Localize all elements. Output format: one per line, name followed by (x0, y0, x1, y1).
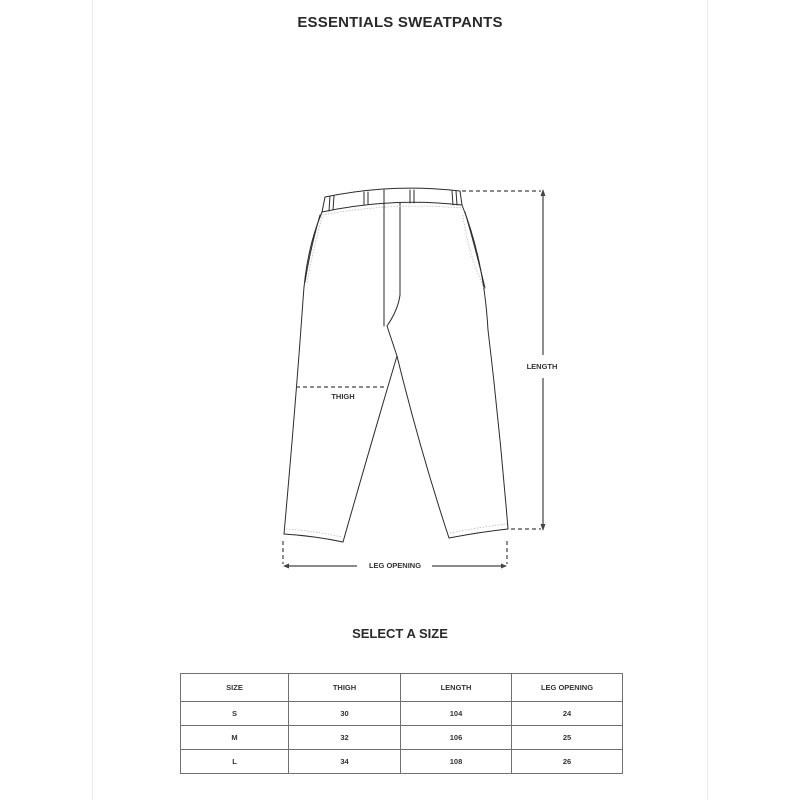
header-thigh: THIGH (289, 674, 401, 702)
product-title: ESSENTIALS SWEATPANTS (297, 14, 503, 31)
leg-opening-label: LEG OPENING (366, 561, 424, 570)
length-label: LENGTH (524, 362, 561, 371)
cell-thigh: 30 (289, 702, 401, 726)
cell-size[interactable]: S (181, 702, 289, 726)
table-row-s[interactable] (181, 702, 623, 726)
header-leg-opening: LEG OPENING (512, 674, 623, 702)
waistband (322, 188, 462, 212)
cell-length: 106 (401, 726, 512, 750)
select-size-heading: SELECT A SIZE (352, 626, 448, 641)
cell-length: 108 (401, 750, 512, 774)
table-row-l[interactable] (181, 750, 623, 774)
cell-thigh: 32 (289, 726, 401, 750)
cell-leg-opening: 26 (512, 750, 623, 774)
header-length: LENGTH (401, 674, 512, 702)
right-outer-seam (462, 205, 508, 529)
cell-leg-opening: 24 (512, 702, 623, 726)
table-header-row (181, 674, 623, 702)
cell-size[interactable]: M (181, 726, 289, 750)
cell-length: 104 (401, 702, 512, 726)
left-outer-seam (284, 212, 322, 534)
cell-leg-opening: 25 (512, 726, 623, 750)
cell-size[interactable]: L (181, 750, 289, 774)
cell-thigh: 34 (289, 750, 401, 774)
thigh-label: THIGH (328, 392, 357, 401)
size-chart-table (180, 673, 623, 774)
right-inner-seam (397, 356, 449, 538)
header-size: SIZE (181, 674, 289, 702)
left-inner-seam (343, 356, 397, 542)
table-row-m[interactable] (181, 726, 623, 750)
